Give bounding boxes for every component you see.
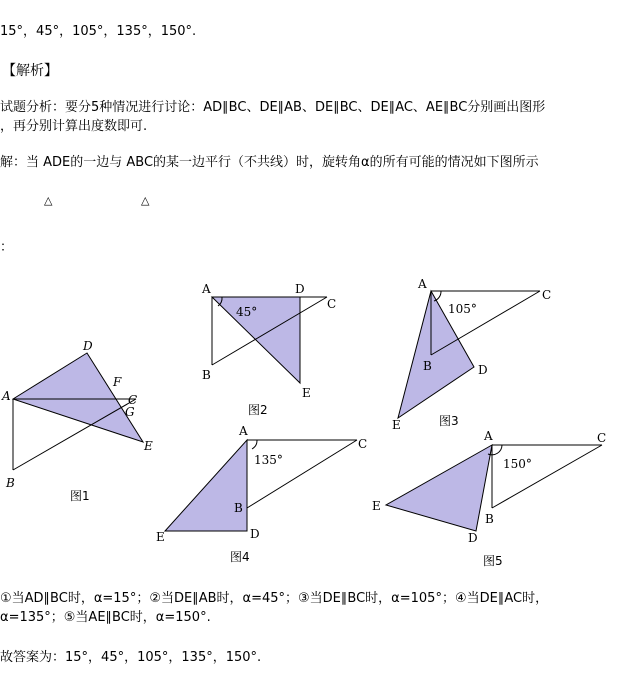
fig2-label-e: E [302,386,311,400]
triangle-ade-shaded [13,353,143,442]
fig3-label-a: A [418,277,427,291]
fig2-label-d: D [295,282,305,296]
analysis-line-2: ，再分别计算出度数即可. [0,119,148,134]
fig5-label-a: A [484,429,493,443]
fig5-label-c: C [597,431,607,445]
fig3-label-d: D [478,363,488,377]
triangle-symbol-2: △ [141,194,150,207]
fig1-label-c: C [128,393,138,407]
fig5-label-d: D [468,531,478,545]
cases-line-1: ①当AD∥BC时，α=15°；②当DE∥AB时，α=45°；③当DE∥BC时，α=105°；④当DE∥AC时， [0,591,549,606]
figure-1 [1,339,153,503]
fig4-label-a: A [239,424,248,438]
fig3-label-c: C [542,288,552,302]
fig2-caption: 图2 [248,403,268,417]
fig2-angle: 45° [236,305,258,319]
fig3-label-b: B [423,359,432,373]
fig1-label-f: F [113,375,122,389]
analysis-line-1: 试题分析：要分5种情况进行讨论：AD∥BC、DE∥AB、DE∥BC、DE∥AC、AE∥BC分别画出图形 [0,100,546,115]
triangle-symbol-1: △ [44,194,53,207]
fig4-label-c: C [358,437,368,451]
triangle-ade-shaded [386,445,492,531]
fig1-caption: 图1 [70,489,90,503]
fig4-label-d: D [250,527,260,541]
colon-line: ： [0,240,14,255]
fig2-label-c: C [327,297,337,311]
fig5-label-b: B [485,512,494,526]
final-answer: 故答案为：15°，45°，105°，135°，150°. [0,650,262,665]
fig3-label-e: E [392,418,401,432]
fig3-angle: 105° [448,302,477,316]
fig1-label-e: E [144,439,153,453]
fig4-label-b: B [234,501,243,515]
fig5-label-e: E [372,499,381,513]
fig5-angle: 150° [503,457,532,471]
fig4-angle: 135° [254,453,283,467]
cases-line-2: α=135°；⑤当AE∥BC时，α=150°. [0,610,211,625]
fig2-label-b: B [202,368,211,382]
fig1-label-a: A [2,389,11,403]
fig1-label-b: B [6,476,15,490]
fig5-caption: 图5 [483,554,503,568]
fig4-caption: 图4 [230,550,250,564]
solution-line-1: 解：当 ADE的一边与 ABC的某一边平行（不共线）时，旋转角α的所有可能的情况如下图所示 [0,155,539,170]
fig1-label-g: G [125,405,135,419]
fig2-label-a: A [202,282,211,296]
fig4-label-e: E [156,530,165,544]
figure-3 [392,277,551,432]
figure-5 [372,429,606,568]
fig1-label-d: D [83,339,93,353]
figure-4 [156,424,367,564]
fig3-caption: 图3 [439,414,459,428]
figure-2 [201,282,336,417]
triangle-ade-shaded [165,440,247,531]
header-answer: 15°，45°，105°，135°，150°. [0,24,197,39]
section-title: 【解析】 [2,63,58,79]
